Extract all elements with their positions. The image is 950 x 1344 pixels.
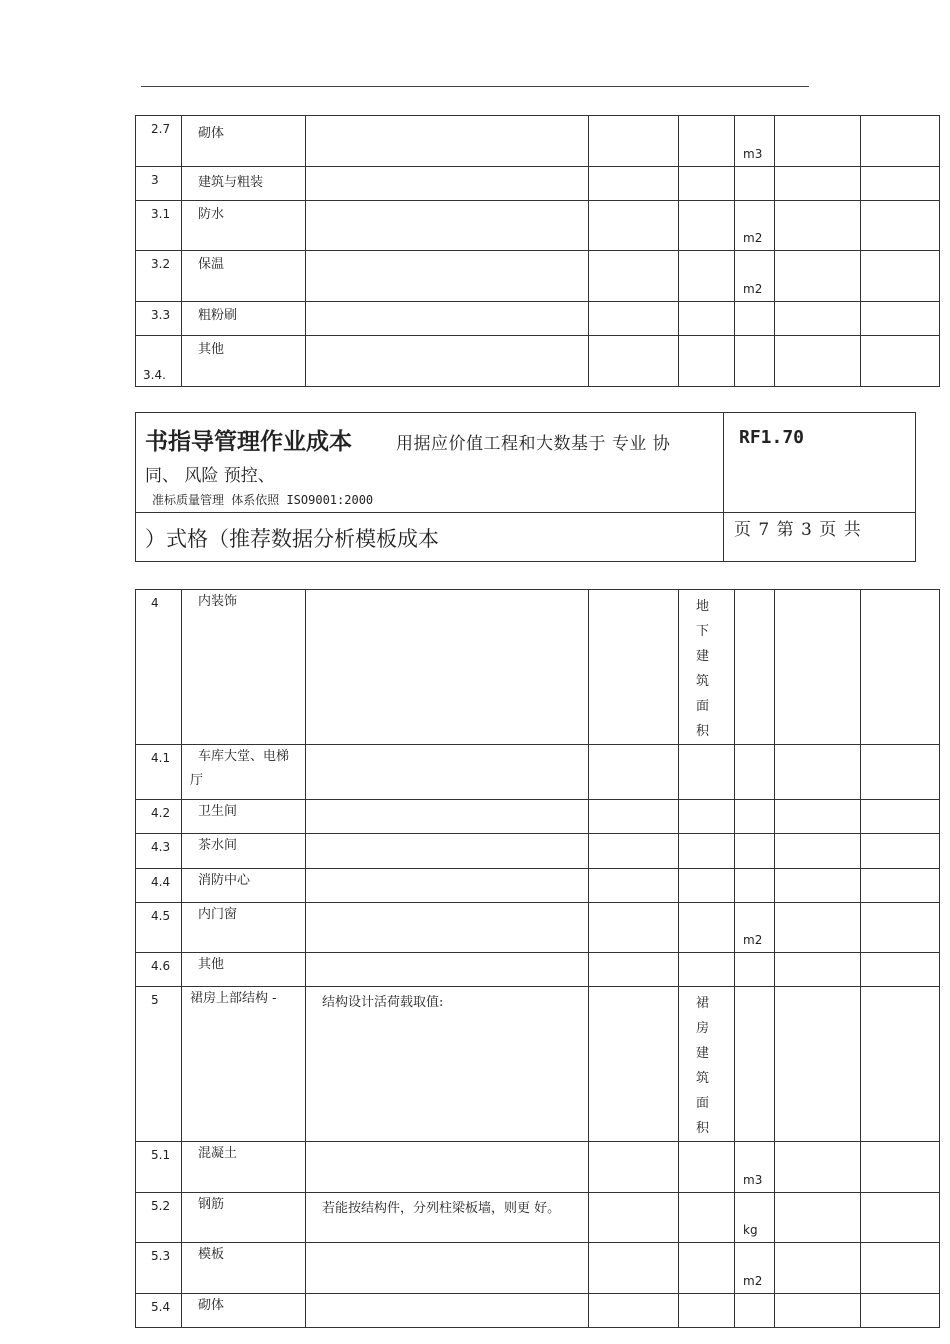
item-unit: kg [743,1223,758,1237]
table-row [136,1243,940,1294]
item-number: 3.4. [143,368,166,382]
item-number: 3 [151,173,159,187]
item-name: 保温 [198,257,225,272]
document-title-cont: 用据应价值工程和大数基于 专业 协 [396,434,671,454]
item-number: 2.7 [151,122,171,136]
item-number: 5.1 [151,1148,171,1162]
item-name: 裙房上部结构 - [190,991,277,1006]
table-row [136,953,940,987]
table-row [136,302,940,336]
table-row [136,251,940,302]
document-title-line3: 准标质量管理 体系依照 ISO9001:2000 [152,493,374,507]
item-name: 消防中心 [198,873,251,888]
item-number: 5.2 [151,1199,171,1213]
table-row [136,116,940,167]
table-row [136,987,940,1142]
item-name: 砌体 [198,126,225,141]
item-unit: m2 [743,1274,763,1288]
item-number: 4.6 [151,959,171,973]
document-header [135,412,916,562]
item-number: 3.2 [151,257,171,271]
table-row [136,1193,940,1243]
item-name: 建筑与粗装 [198,175,264,190]
item-name: 模板 [198,1247,225,1262]
item-number: 5 [151,993,159,1007]
table-row [136,903,940,953]
table-row [136,201,940,251]
document-code: RF1.70 [739,427,805,448]
measurement-basis: 裙房建筑面积 [695,996,719,1136]
item-name: 内装饰 [198,594,238,609]
table-row [136,869,940,903]
document-subtitle: ）式格（推荐数据分析模板成本 [145,527,439,551]
item-name: 其他 [198,957,225,972]
cost-table-1 [135,115,940,387]
table-row [136,1142,940,1193]
item-unit: m2 [743,282,763,296]
item-number: 5.4 [151,1300,171,1314]
table-row [136,167,940,201]
table-row [136,1294,940,1328]
item-number: 4.5 [151,909,171,923]
item-name: 钢筋 [198,1197,225,1212]
item-number: 5.3 [151,1249,171,1263]
table-row [136,745,940,800]
table-row [136,800,940,834]
item-unit: m3 [743,147,763,161]
table-row [136,834,940,869]
table-row [136,590,940,745]
item-number: 4.4 [151,875,171,889]
header-rule [141,86,809,87]
item-description: 若能按结构件，分列柱梁板墙，则更 好。 [322,1201,561,1216]
item-number: 4.3 [151,840,171,854]
item-name: 其他 [198,342,225,357]
item-name: 卫生间 [198,804,238,819]
item-description: 结构设计活荷载取值: [322,995,444,1010]
item-name: 砌体 [198,1298,225,1313]
measurement-basis: 地下建筑面积 [695,599,719,739]
document-title: 书指导管理作业成本 [145,428,352,455]
item-name: 防水 [198,207,225,222]
item-name: 车库大堂、电梯厅 [190,749,290,788]
document-title-line2: 同、 风险 预控、 [145,466,275,486]
table-row [136,336,940,387]
item-number: 3.3 [151,308,171,322]
item-name: 混凝土 [198,1146,238,1161]
item-unit: m2 [743,933,763,947]
item-unit: m2 [743,231,763,245]
item-name: 茶水间 [198,838,238,853]
page-number: 页 7 第 3 页 共 [734,520,862,540]
item-number: 4 [151,596,159,610]
header-divider [723,413,724,561]
item-number: 4.2 [151,806,171,820]
item-name: 内门窗 [198,907,238,922]
cost-table-2 [135,589,940,1328]
item-number: 4.1 [151,751,171,765]
item-unit: m3 [743,1173,763,1187]
item-name: 粗粉刷 [198,308,238,323]
header-divider [136,512,915,513]
item-number: 3.1 [151,207,171,221]
